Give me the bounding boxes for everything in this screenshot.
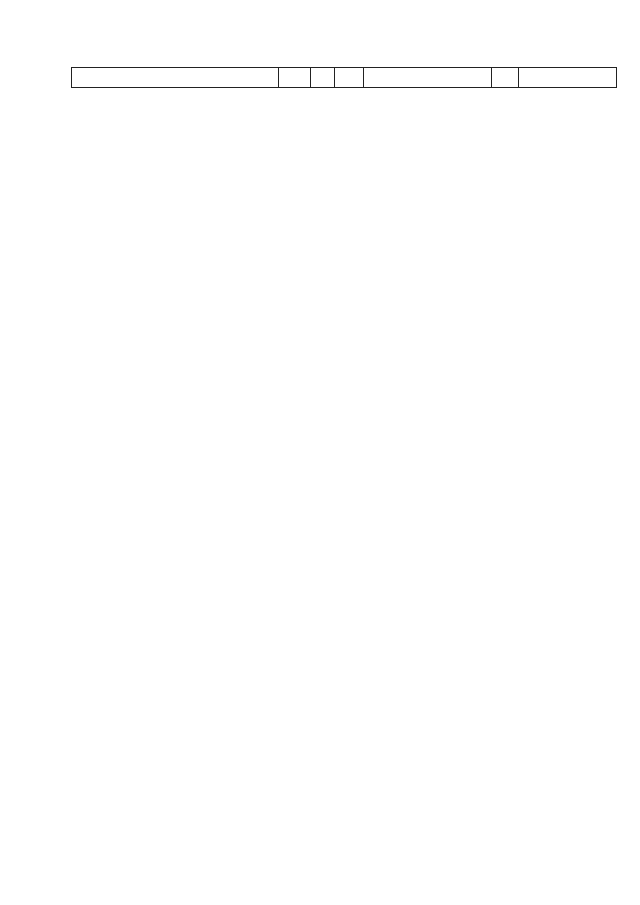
- header-col-6: [492, 68, 519, 88]
- table-header: [71, 67, 617, 88]
- header-col-7: [519, 68, 617, 88]
- header-col-5: [364, 68, 492, 88]
- header-col-2: [279, 68, 311, 88]
- header-col-1: [72, 68, 279, 88]
- header-col-3: [311, 68, 335, 88]
- header-col-4: [335, 68, 364, 88]
